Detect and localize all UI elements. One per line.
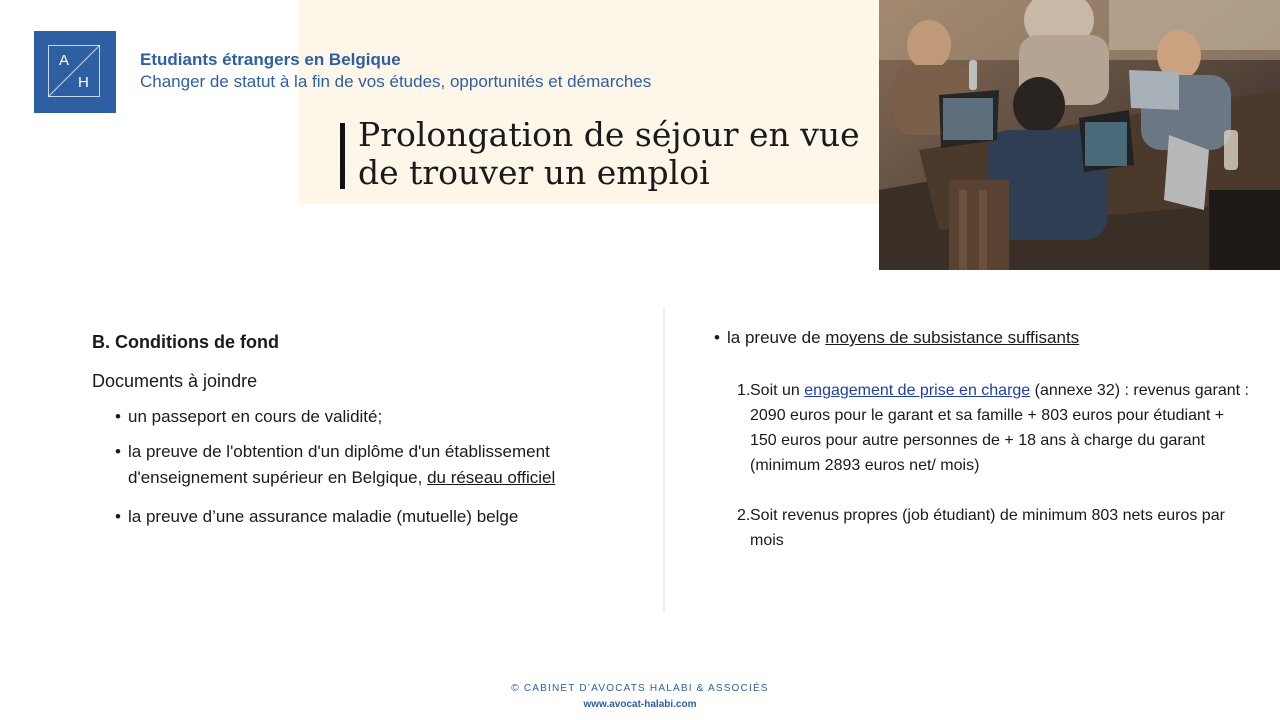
students-photo bbox=[879, 0, 1280, 270]
slide-title-line1: Prolongation de séjour en vue bbox=[358, 115, 860, 154]
title-accent-bar bbox=[340, 123, 345, 189]
option-text: (annexe 32) : revenus garant : 2090 euros pour le garant et sa famille + 803 euros pour étudiant + 150 euros pour autre personnes de + 18 ans à charge du garant (minimum 2893 euros net/ mois) bbox=[750, 382, 1249, 474]
left-column bbox=[92, 332, 652, 530]
list-item bbox=[92, 439, 652, 491]
option-item bbox=[714, 503, 1254, 553]
slide-title-line2: de trouver un emploi bbox=[358, 153, 710, 192]
list-item-text: la preuve de l'obtention d'un diplôme d'un établissement d'enseignement supérieur en Belgique, bbox=[128, 442, 550, 487]
documents-list bbox=[92, 404, 652, 530]
prise-en-charge-link[interactable]: engagement de prise en charge bbox=[804, 382, 1031, 399]
list-item-text: un passeport en cours de validité; bbox=[128, 407, 383, 426]
list-item bbox=[92, 504, 652, 530]
right-column bbox=[714, 325, 1254, 553]
firm-logo bbox=[34, 31, 116, 113]
logo-letter-h: H bbox=[78, 74, 89, 91]
option-item bbox=[714, 378, 1254, 478]
option-number: 2. bbox=[737, 507, 751, 524]
option-number: 1. bbox=[737, 382, 751, 399]
slide-title bbox=[358, 116, 860, 192]
footer bbox=[0, 682, 1280, 712]
section-heading: B. Conditions de fond bbox=[92, 332, 279, 352]
subsection-heading: Documents à joindre bbox=[92, 371, 258, 391]
option-text: Soit revenus propres (job étudiant) de minimum 803 nets euros par mois bbox=[750, 507, 1225, 549]
subsistence-link[interactable]: moyens de subsistance suffisants bbox=[825, 328, 1080, 347]
footer-website-link[interactable]: www.avocat-halabi.com bbox=[583, 699, 697, 710]
subsistence-bullet bbox=[714, 325, 1254, 351]
header-subtitle: Changer de statut à la fin de vos études, opportunités et démarches bbox=[140, 72, 652, 91]
column-divider bbox=[663, 308, 665, 612]
option-prefix: Soit un bbox=[750, 382, 805, 399]
logo-letter-a: A bbox=[59, 52, 70, 69]
official-network-link[interactable]: du réseau officiel bbox=[427, 468, 556, 487]
header-title: Etudiants étrangers en Belgique bbox=[140, 50, 401, 69]
footer-copyright: © CABINET D’AVOCATS HALABI & ASSOCIÉS bbox=[511, 683, 769, 694]
logo-diagonal-icon bbox=[48, 45, 100, 97]
list-item bbox=[92, 404, 652, 430]
list-item-text: la preuve d’une assurance maladie (mutuelle) belge bbox=[128, 507, 519, 526]
subsistence-bullet-text: la preuve de bbox=[727, 328, 826, 347]
